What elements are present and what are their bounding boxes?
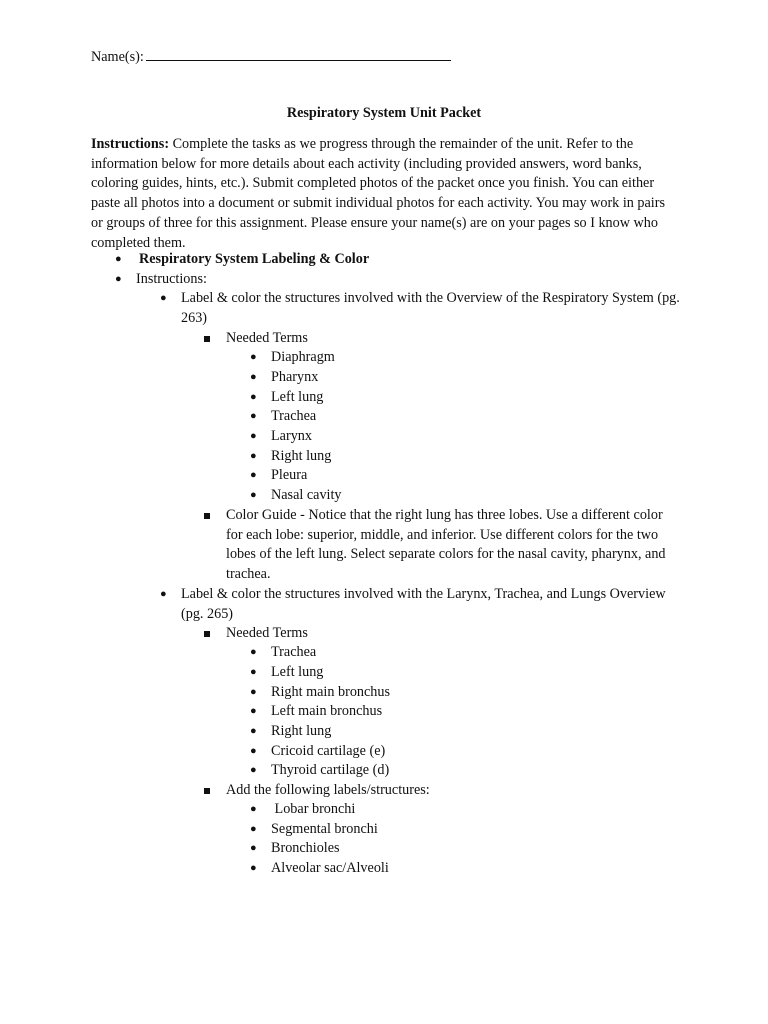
bullet-icon: ● — [250, 430, 257, 442]
add-labels-label: Add the following labels/structures: — [226, 782, 430, 798]
term-item: Cricoid cartilage (e) — [271, 743, 386, 759]
square-bullet-icon — [204, 513, 210, 519]
bullet-icon: ● — [160, 292, 167, 304]
add-label-item: Segmental bronchi — [271, 821, 378, 837]
term-item: Nasal cavity — [271, 487, 342, 503]
needed-terms-label: Needed Terms — [226, 625, 308, 641]
bullet-icon: ● — [250, 764, 257, 776]
name-label: Name(s): — [91, 49, 144, 65]
term-item: Larynx — [271, 428, 312, 444]
term-item: Pleura — [271, 467, 308, 483]
term-item: Right lung — [271, 448, 332, 464]
add-label-item: Alveolar sac/Alveoli — [271, 860, 389, 876]
bullet-icon: ● — [160, 588, 167, 600]
bullet-icon: ● — [250, 489, 257, 501]
bullet-icon: ● — [250, 862, 257, 874]
square-bullet-icon — [204, 336, 210, 342]
needed-terms-label: Needed Terms — [226, 330, 308, 346]
bullet-icon: ● — [250, 450, 257, 462]
bullet-icon: ● — [250, 842, 257, 854]
bullet-icon: ● — [250, 469, 257, 481]
bullet-icon: ● — [250, 646, 257, 658]
add-label-item: Lobar bronchi — [271, 801, 356, 817]
bullet-icon: ● — [250, 745, 257, 757]
term-item: Pharynx — [271, 369, 319, 385]
bullet-icon: ● — [250, 666, 257, 678]
activity-instructions-label: Instructions: — [136, 271, 207, 287]
term-item: Right lung — [271, 723, 332, 739]
bullet-icon: ● — [250, 410, 257, 422]
instructions-label: Instructions: — [91, 136, 170, 152]
term-item: Left main bronchus — [271, 703, 383, 719]
name-blank-line — [146, 46, 451, 61]
instructions-text: Complete the tasks as we progress through the remainder of the unit. Refer to the information below for more details about each activity (including provided answers, word banks, coloring guides, hints, etc.). Submit completed photos of the packet once you finish. You can either paste all photos into a document or submit individual photos for each activity. You may work in pairs or groups of three for this assignment. Please ensure your name(s) are on your pages so I know who completed them. — [91, 136, 665, 251]
term-item: Right main bronchus — [271, 684, 391, 700]
task-1-text: Label & color the structures involved with the Overview of the Respiratory System (pg. 263) — [181, 290, 680, 326]
square-bullet-icon — [204, 788, 210, 794]
add-label-item: Bronchioles — [271, 840, 340, 856]
square-bullet-icon — [204, 631, 210, 637]
term-item: Left lung — [271, 389, 324, 405]
bullet-icon: ● — [250, 351, 257, 363]
term-item: Trachea — [271, 408, 317, 424]
instructions-paragraph — [91, 135, 679, 253]
page-title: Respiratory System Unit Packet — [286, 105, 482, 121]
bullet-icon: ● — [115, 253, 122, 265]
bullet-icon: ● — [250, 391, 257, 403]
bullet-icon: ● — [250, 725, 257, 737]
bullet-icon: ● — [250, 686, 257, 698]
name-field — [91, 46, 451, 68]
bullet-icon: ● — [250, 705, 257, 717]
term-item: Left lung — [271, 664, 324, 680]
activity-heading: Respiratory System Labeling & Color — [139, 251, 370, 267]
color-guide-text: Color Guide - Notice that the right lung has three lobes. Use a different color for each lobe: superior, middle, and inferior. Use different colors for the two lobes of the left lung. Select separate colors for the nasal cavity, pharynx, and trachea. — [226, 507, 666, 583]
bullet-icon: ● — [250, 803, 257, 815]
term-item: Trachea — [271, 644, 317, 660]
bullet-icon: ● — [115, 273, 122, 285]
bullet-icon: ● — [250, 371, 257, 383]
task-2-text: Label & color the structures involved with the Larynx, Trachea, and Lungs Overview (pg. 265) — [181, 586, 666, 622]
term-item: Diaphragm — [271, 349, 335, 365]
bullet-icon: ● — [250, 823, 257, 835]
term-item: Thyroid cartilage (d) — [271, 762, 390, 778]
